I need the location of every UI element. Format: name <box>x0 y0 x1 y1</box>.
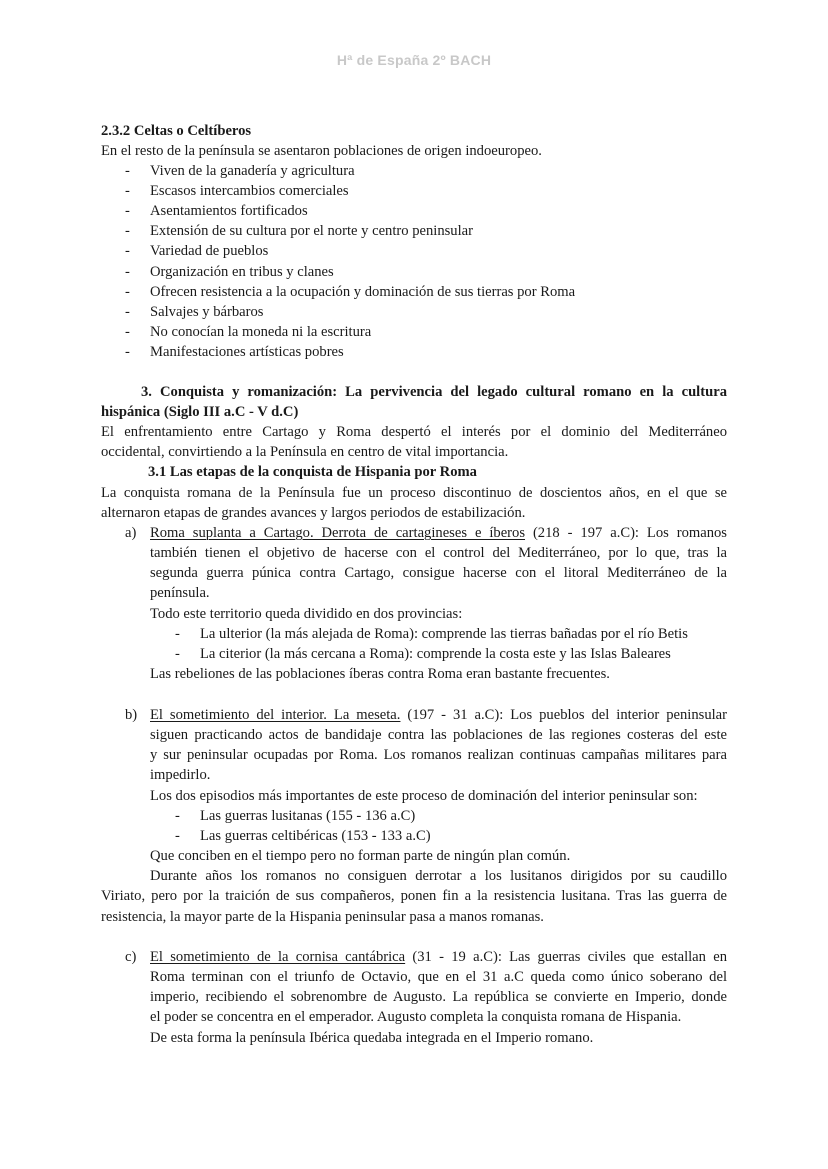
bullet-dash: - <box>125 324 130 340</box>
stage-c-line1-rest: (31 - 19 a.C): Las guerras civiles que estallan en <box>405 949 727 965</box>
stage-a-line1 <box>150 523 727 543</box>
list-item-text: Extensión de su cultura por el norte y centro peninsular <box>150 223 473 239</box>
list-item-text: No conocían la moneda ni la escritura <box>150 324 372 340</box>
stage-a-line4: península. <box>150 585 210 601</box>
list-item-text: Ofrecen resistencia a la ocupación y dominación de sus tierras por Roma <box>150 284 576 300</box>
stage-marker: b) <box>125 707 138 723</box>
stage-c-line3: imperio, recibiendo el sobrenombre de Augusto. La república se convierte en Imperio, donde <box>150 989 727 1005</box>
stage-b-line4: impedirlo. <box>150 767 211 783</box>
stage-b-line3: y sur peninsular ocupadas por Roma. Los romanos realizan continuas campañas militares para <box>150 747 727 763</box>
bullet-dash: - <box>125 344 130 360</box>
list-item-text: Asentamientos fortificados <box>150 203 308 219</box>
bullet-dash: - <box>125 183 130 199</box>
stage-b-line2: siguen practicando actos de bandidaje contra las poblaciones de las regiones costeras del este <box>150 727 727 743</box>
stage-b-title: El sometimiento del interior. La meseta. <box>150 707 401 723</box>
list-item-text: Organización en tribus y clanes <box>150 264 334 280</box>
bullet-dash: - <box>125 304 130 320</box>
section-intro-conquista-line2: occidental, convirtiendo a la Península en centro de vital importancia. <box>101 444 509 460</box>
subsection-intro-line1: La conquista romana de la Península fue un proceso discontinuo de doscientos años, en el que se <box>101 485 727 501</box>
bullet-dash: - <box>125 284 130 300</box>
stage-b-para-line2: Viriato, pero por la traición de sus compañeros, ponen fin a la resistencia lusitana. Tras las guerra de <box>101 888 727 904</box>
stage-marker: c) <box>125 949 137 965</box>
subsection-heading-etapas: 3.1 Las etapas de la conquista de Hispania por Roma <box>148 464 477 480</box>
stage-b-para-line1: Durante años los romanos no consiguen derrotar a los lusitanos dirigidos por su caudillo <box>150 868 727 884</box>
section-heading-celtas: 2.3.2 Celtas o Celtíberos <box>101 123 252 139</box>
bullet-dash: - <box>175 828 180 844</box>
stage-b-line1 <box>150 705 727 725</box>
section-intro-celtas: En el resto de la península se asentaron poblaciones de origen indoeuropeo. <box>101 143 542 159</box>
stage-c-line4: el poder se concentra en el emperador. Augusto completa la conquista romana de Hispania. <box>150 1009 682 1025</box>
bullet-dash: - <box>125 163 130 179</box>
stage-a-line3: segunda guerra púnica contra Cartago, consigue hacerse con el litoral Mediterráneo de la <box>150 565 727 581</box>
stage-marker: a) <box>125 525 137 541</box>
bullet-dash: - <box>175 626 180 642</box>
section-heading-conquista-line2: hispánica (Siglo III a.C - V d.C) <box>101 404 299 420</box>
bullet-dash: - <box>125 243 130 259</box>
list-item-text: Viven de la ganadería y agricultura <box>150 163 355 179</box>
list-item-text: Las guerras lusitanas (155 - 136 a.C) <box>200 808 416 824</box>
stage-c-title: El sometimiento de la cornisa cantábrica <box>150 949 406 965</box>
stage-b-note: Que conciben en el tiempo pero no forman parte de ningún plan común. <box>150 848 571 864</box>
episodes-intro: Los dos episodios más importantes de este proceso de dominación del interior peninsular son: <box>150 788 698 804</box>
stage-c-line2: Roma terminan con el triunfo de Octavio, que en el 31 a.C queda como único soberano del <box>150 969 727 985</box>
list-item-text: Variedad de pueblos <box>150 243 269 259</box>
list-item-text: Salvajes y bárbaros <box>150 304 264 320</box>
list-item-text: Las guerras celtibéricas (153 - 133 a.C) <box>200 828 431 844</box>
list-item-text: Manifestaciones artísticas pobres <box>150 344 344 360</box>
stage-a-title: Roma suplanta a Cartago. Derrota de cartagineses e íberos <box>150 525 526 541</box>
stage-a-line2: también tienen el objetivo de hacerse con el control del Mediterráneo, por lo que, tras la <box>150 545 727 561</box>
stage-b-line1-rest: (197 - 31 a.C): Los pueblos del interior peninsular <box>400 707 728 723</box>
stage-b-para-line3: resistencia, la mayor parte de la Hispania peninsular pasa a manos romanas. <box>101 909 544 925</box>
bullet-dash: - <box>125 203 130 219</box>
list-item-text: La ulterior (la más alejada de Roma): comprende las tierras bañadas por el río Betis <box>200 626 688 642</box>
bullet-dash: - <box>175 646 180 662</box>
subsection-intro-line2: alternaron etapas de grandes avances y largos periodos de estabilización. <box>101 505 526 521</box>
stage-c-line5: De esta forma la península Ibérica quedaba integrada en el Imperio romano. <box>150 1030 594 1046</box>
page-header: Hª de España 2º BACH <box>336 52 492 68</box>
bullet-dash: - <box>175 808 180 824</box>
section-intro-conquista-line1: El enfrentamiento entre Cartago y Roma despertó el interés por el dominio del Mediterráneo <box>101 424 727 440</box>
stage-a-closing: Las rebeliones de las poblaciones íberas contra Roma eran bastante frecuentes. <box>150 666 610 682</box>
provinces-intro: Todo este territorio queda dividido en dos provincias: <box>150 606 463 622</box>
stage-c-line1 <box>150 947 727 967</box>
bullet-dash: - <box>125 264 130 280</box>
bullet-dash: - <box>125 223 130 239</box>
list-item-text: Escasos intercambios comerciales <box>150 183 349 199</box>
list-item-text: La citerior (la más cercana a Roma): comprende la costa este y las Islas Baleares <box>200 646 671 662</box>
section-heading-conquista-line1: 3. Conquista y romanización: La pervivencia del legado cultural romano en la cultura <box>141 384 727 400</box>
stage-a-line1-rest: (218 - 197 a.C): Los romanos <box>525 525 727 541</box>
